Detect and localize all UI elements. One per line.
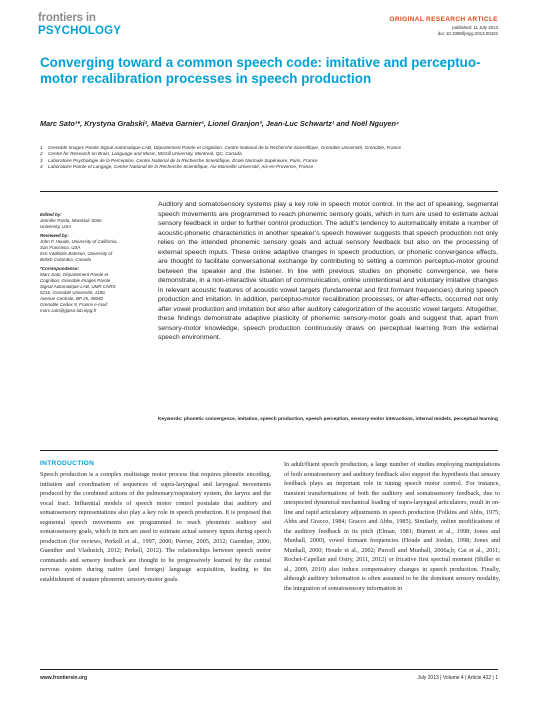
affiliation-text: Laboratoire Psychologie de la Perception, Centre National de la Recherche Scientifique, École Normale Supérieure, Paris, France [48, 157, 318, 163]
edited-by: Jennifer Pardo, Montclair State University, USA [40, 218, 102, 229]
keywords [158, 417, 498, 423]
keywords-text: phonetic convergence, imitation, speech production, speech perception, sensory-motor interactions, internal models, perceptual learning [183, 417, 498, 422]
editorial-sidebar [40, 212, 118, 317]
introduction-heading: INTRODUCTION [40, 460, 95, 467]
affiliation-text: Laboratoire Parole et Langage, Centre National de la Recherche Scientifique, Aix-Marseille Université, Aix-en-Provence, France [48, 164, 314, 170]
correspondence: Marc Sato, Département Parole et Cognition, Grenoble Images Parole Signal Automatique-LAB, UMR CNRS 5216, Grenoble Université, 1180, Avenue Centrale, BP 25, 38040 Grenoble Cedex 9, France e-mail: marc.sato@gipsa-lab.inpg.fr [40, 272, 116, 313]
reviewer-1: John F. Houde, University of California, San Francisco, USA [40, 239, 118, 250]
issue-info: July 2013 | Volume 4 | Article 422 | 1 [417, 675, 498, 681]
logo-line-1: frontiers in [38, 12, 96, 24]
reviewer-2: Eric Vatikiotis-Bateson, University of British Columbia, Canada [40, 251, 113, 262]
affiliation-number: 1 [40, 145, 43, 150]
published-date: published: 11 July 2013 [452, 25, 498, 30]
affiliation-number: 2 [40, 151, 43, 157]
journal-logo [38, 13, 148, 37]
body-column-left: Speech production is a complex multistage motor process that requires phonetic encoding, initiation and coordination of sequences of supra-laryngeal and laryngeal movements produced by the combined actions of the pulmonary/respiratory system, the larynx and the vocal tract. Influential models of speech motor control postulate that auditory and somatosensory representations also play a key role in speech production. It is proposed that segmental speech movements are programmed to reach phonemic auditory and somatosensory goals, which in turn are used to estimate actual sensory inputs during speech production (for reviews, Perkell et al., 1997, 2000; Perrier, 2005, 2012; Guenther, 2006; Guenther and Vladusich, 2012; Perkell, 2012). The relationships between speech motor commands and sensory feedback are thought to be progressively learned by the central nervous system during native (and foreign) language acquisition, leading to the establishment of mature phonemic sensory-motor goals. [40, 471, 271, 583]
keywords-label: Keywords: [158, 417, 183, 422]
footer-divider [40, 669, 498, 670]
affiliation-item [40, 164, 500, 170]
edited-by-label: Edited by: [40, 212, 62, 217]
journal-url[interactable]: www.frontiersin.org [40, 675, 88, 681]
affiliations [40, 145, 500, 171]
article-meta [438, 25, 498, 36]
abstract-divider [40, 450, 498, 451]
abstract: Auditory and somatosensory systems play a key role in speech motor control. In the act of speaking, segmental speech movements are programmed to reach phonemic sensory goals, which in turn are used to estimate actual sensory feedback in order to further control production. The adult’s tendency to automatically imitate a number of acoustic-phonetic characteristics in another speaker’s speech however suggests that speech production not only relies on the intended phonemic sensory goals and actual sensory feedback but also on the processing of external speech inputs. These online adaptive changes in speech production, or phonetic convergence effects, are thought to facilitate conversational exchange by contributing to setting a common perceptuo-motor ground between the speaker and the listener. In line with previous studies on phonetic convergence, we here demonstrate, in a non-interactive situation of communication, online unintentional and voluntary imitative changes in relevant acoustic features of acoustic vowel targets (fundamental and first formant frequencies) during speech production and imitation. In addition, perceptuo-motor recalibration processes, or after-effects, occurred not only after vowel production and imitation but also after auditory categorization of the acoustic vowel targets. Altogether, these findings demonstrate adaptive plasticity of phonemic sensory-motor goals and suggest that, apart from sensory-motor knowledge, speech production continuously draws on perceptual learning from the external speech environment. [158, 201, 498, 341]
affiliation-text: Grenoble Images Parole Signal Automatique-LAB, Département Parole et Cognition, Centre National de la Recherche Scientifique, Grenoble Université, Grenoble, France [48, 145, 402, 150]
body-column-right: In adult/fluent speech production, a large number of studies employing manipulations of both somatosensory and auditory feedback also support the hypothesis that sensory feedback plays an important role in tuning speech motor control. For instance, transient transformations of both the auditory and somatosensory feedback, due to unexpected dynamical mechanical loading of supra-laryngeal articulators, result in on-line and rapid articulatory adjustments in speech production (Folkins and Abbs, 1975; Abbs and Gracco, 1984; Gracco and Abbs, 1985). Similarly, online modifications of the auditory feedback in its pitch (Elman, 1981; Burnett et al., 1998; Jones and Munhall, 2000), vowel formant frequencies (Houde and Jordan, 1998; Jones and Munhall, 2000; Houde et al., 2002; Purcell and Munhall, 2006a,b; Cai et al., 2011; Rochet-Capellan and Ostry, 2011, 2012) or fricative first spectral moment (Shiller et al., 2009, 2010) also induce compensatory changes in speech production. Finally, although auditory information is often assumed to be the dominant sensory modality, the integration of somatosensory information in [284, 461, 500, 592]
affiliation-number: 4 [40, 164, 43, 170]
affiliations-divider [40, 191, 498, 192]
author-list: Marc Sato¹*, Krystyna Grabski², Maëva Garnier¹, Lionel Granjon³, Jean-Luc Schwartz¹ and Noël Nguyen⁴ [40, 119, 400, 128]
article-title: Converging toward a common speech code: imitative and perceptuo-motor recalibration processes in speech production [40, 55, 481, 86]
correspondence-label: *Correspondence: [40, 266, 80, 271]
article-type: ORIGINAL RESEARCH ARTICLE [389, 16, 498, 23]
logo-line-2: PSYCHOLOGY [38, 24, 122, 37]
affiliation-text: Centre for Research on Brain, Language and Music, McGill University, Montreal, QC, Canada [48, 151, 242, 157]
affiliation-number: 3 [40, 157, 43, 163]
doi[interactable]: doi: 10.3389/fpsyg.2013.00422 [437, 30, 498, 36]
reviewed-by-label: Reviewed by: [40, 233, 69, 238]
